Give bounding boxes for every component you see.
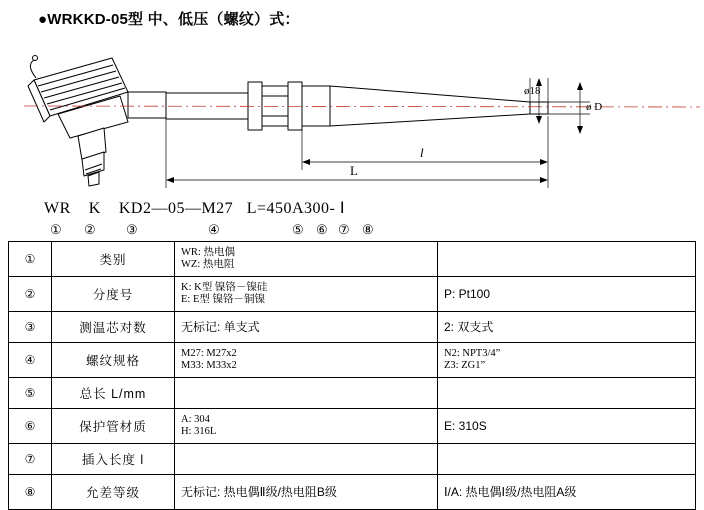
row-name: 插入长度 l: [52, 444, 175, 475]
code-part-3: KD2—05—M27: [118, 200, 234, 217]
row-value-2: E: 310S: [438, 409, 696, 444]
row-name: 分度号: [52, 277, 175, 312]
table-row: [9, 242, 696, 277]
row-marker: ⑤: [9, 378, 52, 409]
row-marker: ③: [9, 312, 52, 343]
row-value-1: 无标记: 热电偶Ⅱ级/热电阻B级: [175, 475, 438, 510]
row-value-1: [175, 242, 438, 277]
table-row: [9, 312, 696, 343]
row-value-1-line1: M27: M27x2: [181, 347, 237, 359]
row-name: 总长 L/mm: [52, 378, 175, 409]
code-part-1: WR: [44, 200, 71, 217]
row-marker: ④: [9, 343, 52, 378]
marker-3: ③: [126, 222, 138, 237]
marker-4: ④: [208, 222, 220, 237]
row-marker: ⑦: [9, 444, 52, 475]
drawing-svg: [0, 30, 704, 190]
row-marker: ⑥: [9, 409, 52, 444]
row-name: 类别: [52, 242, 175, 277]
page-title-text: WRKKD-05型 中、低压（螺纹）式：: [47, 11, 300, 28]
row-value-2: [438, 343, 696, 378]
marker-5: ⑤: [292, 222, 304, 237]
row-value-2: P: Pt100: [438, 277, 696, 312]
row-name: 测温芯对数: [52, 312, 175, 343]
row-value-1: [175, 444, 438, 475]
row-value-1: [175, 409, 438, 444]
row-value-1: [175, 378, 438, 409]
row-value-2: Ⅰ/A: 热电偶Ⅰ级/热电阻A级: [438, 475, 696, 510]
row-value-2-line2: Z3: ZG1”: [444, 360, 486, 371]
marker-1: ①: [50, 222, 62, 237]
row-name: 螺纹规格: [52, 343, 175, 378]
table-row: [9, 475, 696, 510]
row-marker: ①: [9, 242, 52, 277]
row-value-1-line2: WZ: 热电阻: [181, 259, 235, 270]
page-title: [38, 8, 300, 29]
row-value-1: [175, 277, 438, 312]
row-value-2: [438, 242, 696, 277]
row-value-2-line1: N2: NPT3/4”: [444, 347, 501, 359]
row-value-1-line1: WR: 热电偶: [181, 246, 235, 258]
row-value-2: [438, 378, 696, 409]
table-row: [9, 444, 696, 475]
row-marker: ②: [9, 277, 52, 312]
bullet-icon: ●: [38, 11, 48, 28]
model-code-line: [44, 198, 345, 218]
dimension-L: L: [350, 163, 358, 178]
dimension-dia18: ø18: [524, 85, 541, 97]
head-assembly: [28, 56, 128, 187]
row-value-1-line1: K: K型 镍铬－镍硅: [181, 281, 268, 293]
table-row: [9, 409, 696, 444]
row-value-1-line1: A: 304: [181, 413, 210, 425]
table-row: [9, 343, 696, 378]
code-markers-row: [0, 222, 704, 242]
marker-7: ⑦: [338, 222, 350, 237]
spec-table: [8, 241, 696, 510]
row-value-1-line2: M33: M33x2: [181, 360, 237, 371]
marker-8: ⑧: [362, 222, 374, 237]
row-name: 允差等级: [52, 475, 175, 510]
dimension-l: l: [420, 145, 424, 160]
row-value-1: 无标记: 单支式: [175, 312, 438, 343]
row-value-1-line2: H: 316L: [181, 426, 217, 437]
row-value-1-line2: E: E型 镍铬－铜镍: [181, 294, 265, 305]
row-value-2: [438, 444, 696, 475]
table-row: [9, 378, 696, 409]
table-row: [9, 277, 696, 312]
row-value-1: [175, 343, 438, 378]
row-value-2: 2: 双支式: [438, 312, 696, 343]
dimension-diaD: ø D: [586, 101, 603, 113]
marker-2: ②: [84, 222, 96, 237]
code-part-2: K: [88, 200, 101, 217]
row-marker: ⑧: [9, 475, 52, 510]
row-name: 保护管材质: [52, 409, 175, 444]
product-drawing: [0, 30, 704, 190]
code-part-4: L=450A300- Ⅰ: [246, 200, 346, 217]
marker-6: ⑥: [316, 222, 328, 237]
